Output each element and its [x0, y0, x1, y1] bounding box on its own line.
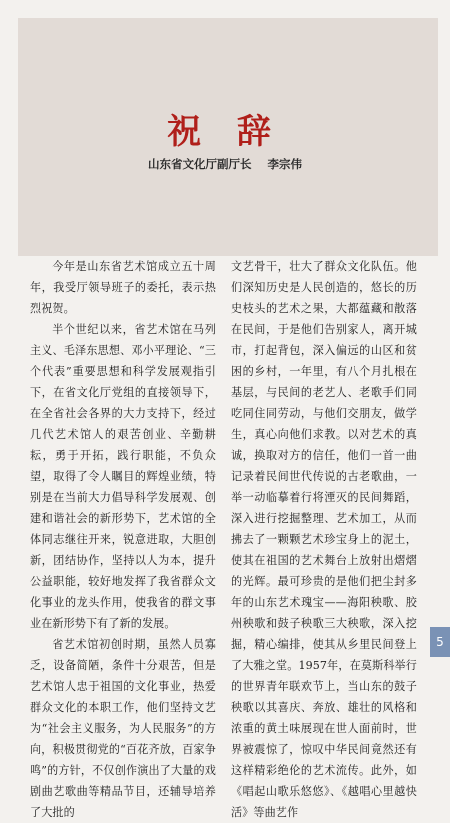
right-column	[231, 256, 417, 823]
paragraph: 省艺术馆初创时期，虽然人员寡乏，设备简陋，条件十分艰苦，但是艺术馆人忠于祖国的文化事业，热爱群众文化的本职工作，他们坚持文艺为“社会主义服务，为人民服务”的方向，积极贯彻党的“百花齐放，百家争鸣”的方针，不仅创作演出了大量的戏剧曲艺歌曲等精品节目，还辅导培养了大批的	[30, 638, 216, 819]
paragraph: 今年是山东省艺术馆成立五十周年，我受厅领导班子的委托，表示热烈祝贺。	[30, 260, 216, 315]
author-name: 李宗伟	[267, 157, 302, 171]
left-column	[30, 256, 216, 823]
paragraph: 文艺骨干，壮大了群众文化队伍。他们深知历史是人民创造的，悠长的历史枝头的艺术之果，大都蕴藏和散落在民间，于是他们告别家人，离开城市，打起背包，深入偏远的山区和贫困的乡村，一年里，有八个月扎根在基层，与民间的老艺人、老歌手们同吃同住同劳动，与他们交朋友，做学生，真心向他们求教。以对艺术的真诚，换取对方的信任，他们一首一曲记录着民间世代传说的古老歌曲，一举一动临摹着行将湮灭的民间舞蹈，深入进行挖掘整理、艺术加工，从而拂去了一颗颗艺术珍宝身上的泥土，使其在祖国的艺术舞台上放射出熠熠的光辉。最可珍贵的是他们把尘封多年的山东艺术瑰宝——海阳秧歌、胶州秧歌和鼓子秧歌三大秧歌，深入挖掘，精心编排，使其从乡里民间登上了大雅之堂。1957年，在莫斯科举行的世界青年联欢节上，当山东的鼓子秧歌以其喜庆、奔放、雄壮的风格和浓重的黄土味展现在世人面前时，世界被震惊了，惊叹中华民间竟然还有这样精彩绝伦的艺术流传。此外，如《唱起山歌乐悠悠》、《越唱心里越快活》等曲艺作	[231, 260, 417, 819]
byline	[0, 156, 450, 172]
author-position: 山东省文化厅副厅长	[148, 157, 252, 171]
page-title: 祝 辞	[167, 112, 283, 152]
page-number: 5	[430, 627, 450, 657]
paragraph: 半个世纪以来，省艺术馆在马列主义、毛泽东思想、邓小平理论、“三个代表”重要思想和科学发展观指引下，在省文化厅党组的直接领导下，在全省社会各界的大力支持下，经过几代艺术馆人的艰苦创业、辛勤耕耘，勇于开拓，践行职能，不负众望，取得了令人瞩目的辉煌业绩，特别是在当前大力倡导科学发展观、创建和谐社会的新形势下，艺术馆的全体同志继往开来，锐意进取，大胆创新，团结协作，坚持以人为本，提升公益职能，较好地发挥了我省群众文化事业的龙头作用，使我省的群文事业在新形势下有了新的发展。	[30, 323, 216, 630]
